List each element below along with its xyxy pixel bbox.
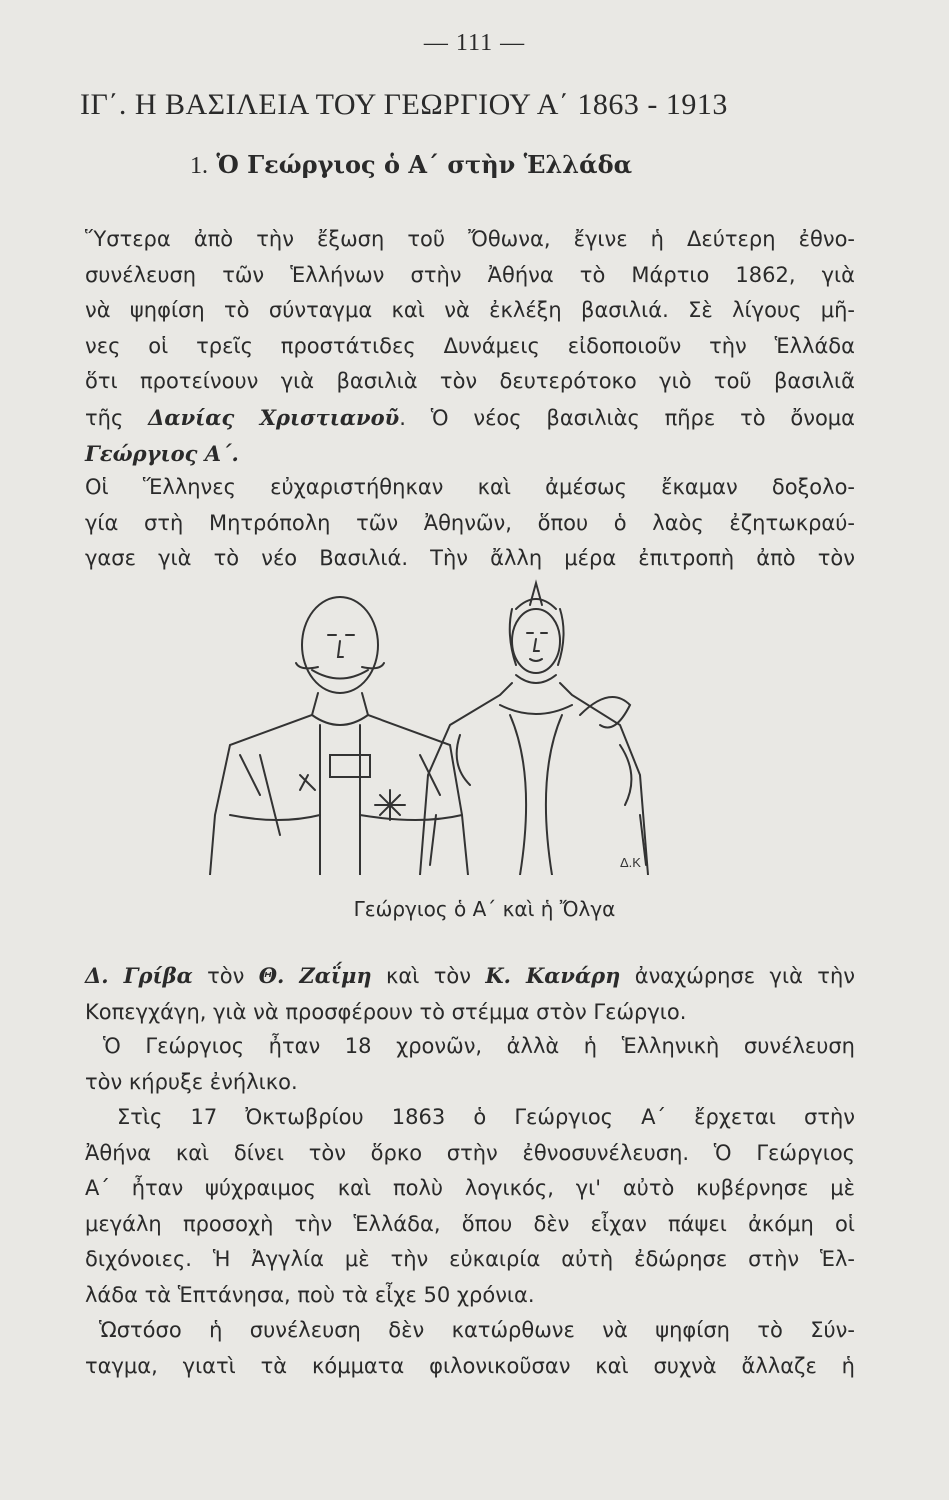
royal-portrait-illustration <box>200 575 670 875</box>
text-line <box>85 958 855 995</box>
emphasized-name: Δ. Γρίβα <box>85 963 193 988</box>
text-line: μεγάλη προσοχὴ τὴν Ἑλλάδα, ὅπου δὲν εἶχαν πάψει ἀκόμη οἱ <box>85 1211 855 1236</box>
text-line: γασε γιὰ τὸ νέο Βασιλιά. Τὴν ἄλλη μέρα ἐπιτροπὴ ἀπὸ τὸν <box>85 546 855 570</box>
text-line: διχόνοιες. Ἡ Ἀγγλία μὲ τὴν εὐκαιρία αὐτὴ ἐδώρησε στὴν Ἑλ- <box>85 1247 855 1271</box>
text-line: Ἀθήνα καὶ δίνει τὸν ὅρκο στὴν ἐθνοσυνέλευση. Ὁ Γεώργιος <box>85 1140 855 1165</box>
emphasized-name: Δανίας Χριστιανοῦ <box>148 404 400 430</box>
text-line: Στὶς 17 Ὀκτωβρίου 1863 ὁ Γεώργιος Α΄ ἔρχεται στὴν <box>117 1105 855 1129</box>
emphasized-name: Γεώργιος Α΄. <box>85 441 239 466</box>
text-line: Ὕστερα ἀπὸ τὴν ἔξωση τοῦ Ὄθωνα, ἔγινε ἡ Δεύτερη ἐθνο- <box>85 227 855 251</box>
text-line: νὰ ψηφίση τὸ σύνταγμα καὶ νὰ ἐκλέξη βασιλιά. Σὲ λίγους μῆ- <box>85 298 855 322</box>
text-run: . Ὁ νέος βασιλιὰς πῆρε τὸ ὄνομα <box>399 405 856 430</box>
paragraph-1 <box>85 222 855 473</box>
paragraph-3 <box>85 958 855 1030</box>
section-title <box>190 150 890 180</box>
text-line: Κοπεγχάγη, γιὰ νὰ προσφέρουν τὸ στέμμα στὸν Γεώργιο. <box>85 999 687 1024</box>
text-line <box>85 400 855 437</box>
text-line: ὅτι προτείνουν γιὰ βασιλιὰ τὸν δευτερότοκο γιὸ τοῦ βασιλιᾶ <box>85 369 855 393</box>
artist-signature: Δ.Κ <box>620 855 641 870</box>
text-run: καὶ τὸν <box>371 964 486 988</box>
text-line: νες οἱ τρεῖς προστάτιδες Δυνάμεις εἰδοποιοῦν τὴν Ἑλλάδα <box>85 333 855 358</box>
page-number: — 111 — <box>423 30 526 56</box>
text-line: τὸν κήρυξε ἐνήλικο. <box>85 1069 298 1094</box>
text-line: συνέλευση τῶν Ἑλλήνων στὴν Ἀθήνα τὸ Μάρτιο 1862, γιὰ <box>85 262 855 287</box>
text-line: Ὡστόσο ἡ συνέλευση δὲν κατώρθωνε νὰ ψηφίση τὸ Σύν- <box>99 1318 855 1342</box>
illustration-caption: Γεώργιος ὁ Α΄ καὶ ἡ Ὄλγα <box>353 897 616 921</box>
text-line: Ὁ Γεώργιος ἦταν 18 χρονῶν, ἀλλὰ ἡ Ἑλληνικὴ συνέλευση <box>103 1034 855 1058</box>
paragraph-5 <box>85 1100 855 1313</box>
text-line: ταγμα, γιατὶ τὰ κόμματα φιλονικοῦσαν καὶ συχνὰ ἄλλαζε ἡ <box>85 1353 855 1378</box>
emphasized-name: Θ. Ζαΐμη <box>258 963 372 988</box>
text-line <box>85 436 855 473</box>
section-number: 1. <box>190 153 208 179</box>
chapter-title: ΙΓ΄. Η ΒΑΣΙΛΕΙΑ ΤΟΥ ΓΕΩΡΓΙΟΥ Α΄ 1863 - 1913 <box>80 88 728 121</box>
emphasized-name: Κ. Κανάρη <box>485 963 621 988</box>
paragraph-2 <box>85 470 855 577</box>
text-line: λάδα τὰ Ἑπτάνησα, ποὺ τὰ εἶχε 50 χρόνια. <box>85 1282 535 1307</box>
text-line: Α΄ ἦταν ψύχραιμος καὶ πολὺ λογικός, γι' αὐτὸ κυβέρνησε μὲ <box>85 1176 855 1200</box>
paragraph-4 <box>85 1029 855 1100</box>
text-line: Οἱ Ἕλληνες εὐχαριστήθηκαν καὶ ἀμέσως ἔκαμαν δοξολο- <box>85 475 855 499</box>
section-heading: Ὁ Γεώργιος ὁ Α΄ στὴν Ἑλλάδα <box>216 150 633 179</box>
text-run: τὸν <box>192 964 259 988</box>
paragraph-6 <box>85 1313 855 1384</box>
text-run: ἀναχώρησε γιὰ τὴν <box>620 964 855 988</box>
text-run: τῆς <box>85 405 149 430</box>
text-line: γία στὴ Μητρόπολη τῶν Ἀθηνῶν, ὅπου ὁ λαὸς ἐζητωκραύ- <box>85 510 855 535</box>
